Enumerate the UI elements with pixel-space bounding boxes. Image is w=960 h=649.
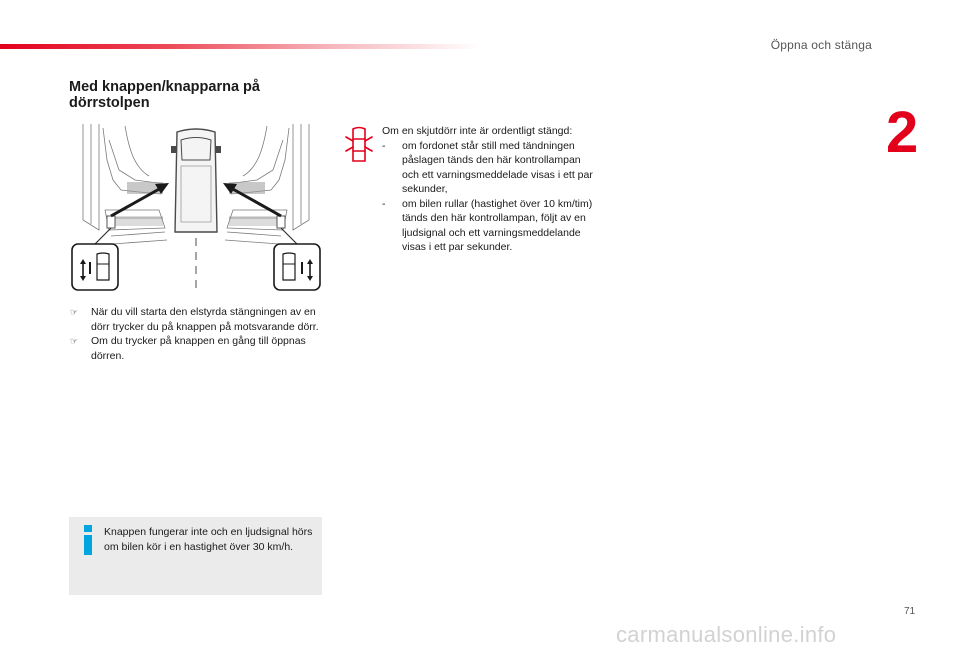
- warning-item-text: om bilen rullar (hastighet över 10 km/tim) tänds den här kontrollampan, följt av en ljudsignal och ett varningsmeddelande visas i ett par sekunder.: [402, 197, 593, 253]
- instruction-text: När du vill starta den elstyrda stängningen av en dörr trycker du på knappen på motsvarande dörr.: [91, 306, 319, 333]
- watermark: carmanualsonline.info: [616, 622, 837, 647]
- finger-pointer-icon: ☞: [70, 307, 79, 317]
- list-item: [69, 305, 329, 334]
- instruction-list: [69, 305, 329, 363]
- section-title: Öppna och stänga: [770, 38, 872, 52]
- open-door-warning-lamp-icon: [343, 125, 375, 165]
- dash-bullet: -: [382, 197, 386, 210]
- instruction-text: Om du trycker på knappen en gång till öppnas dörren.: [91, 335, 306, 362]
- page-heading: Med knappen/knapparna på dörrstolpen: [69, 79, 260, 111]
- page-number: 71: [904, 606, 916, 617]
- chapter-number: 2: [886, 100, 919, 165]
- list-item: [382, 197, 597, 255]
- right-door-button-icon: [274, 244, 320, 290]
- warning-item-text: om fordonet står still med tändningen påslagen tänds den här kontrollampan och ett varningsmeddelade visas i ett par sekunder,: [402, 139, 593, 195]
- warning-intro: Om en skjutdörr inte är ordentligt stängd:: [382, 125, 573, 137]
- info-box: [69, 517, 322, 595]
- warning-list: [382, 139, 597, 255]
- van-top-view: [171, 129, 221, 232]
- info-text: Knappen fungerar inte och en ljudsignal hörs om bilen kör i en hastighet över 30 km/h.: [104, 526, 313, 553]
- list-item: [382, 139, 597, 197]
- list-item: [69, 334, 329, 363]
- info-icon: [81, 525, 95, 555]
- left-door-button-icon: [72, 244, 118, 290]
- sliding-door-illustration: [69, 120, 323, 293]
- dash-bullet: -: [382, 139, 386, 152]
- warning-section: [382, 124, 597, 255]
- finger-pointer-icon: ☞: [70, 336, 79, 346]
- header-red-bar: [0, 44, 480, 49]
